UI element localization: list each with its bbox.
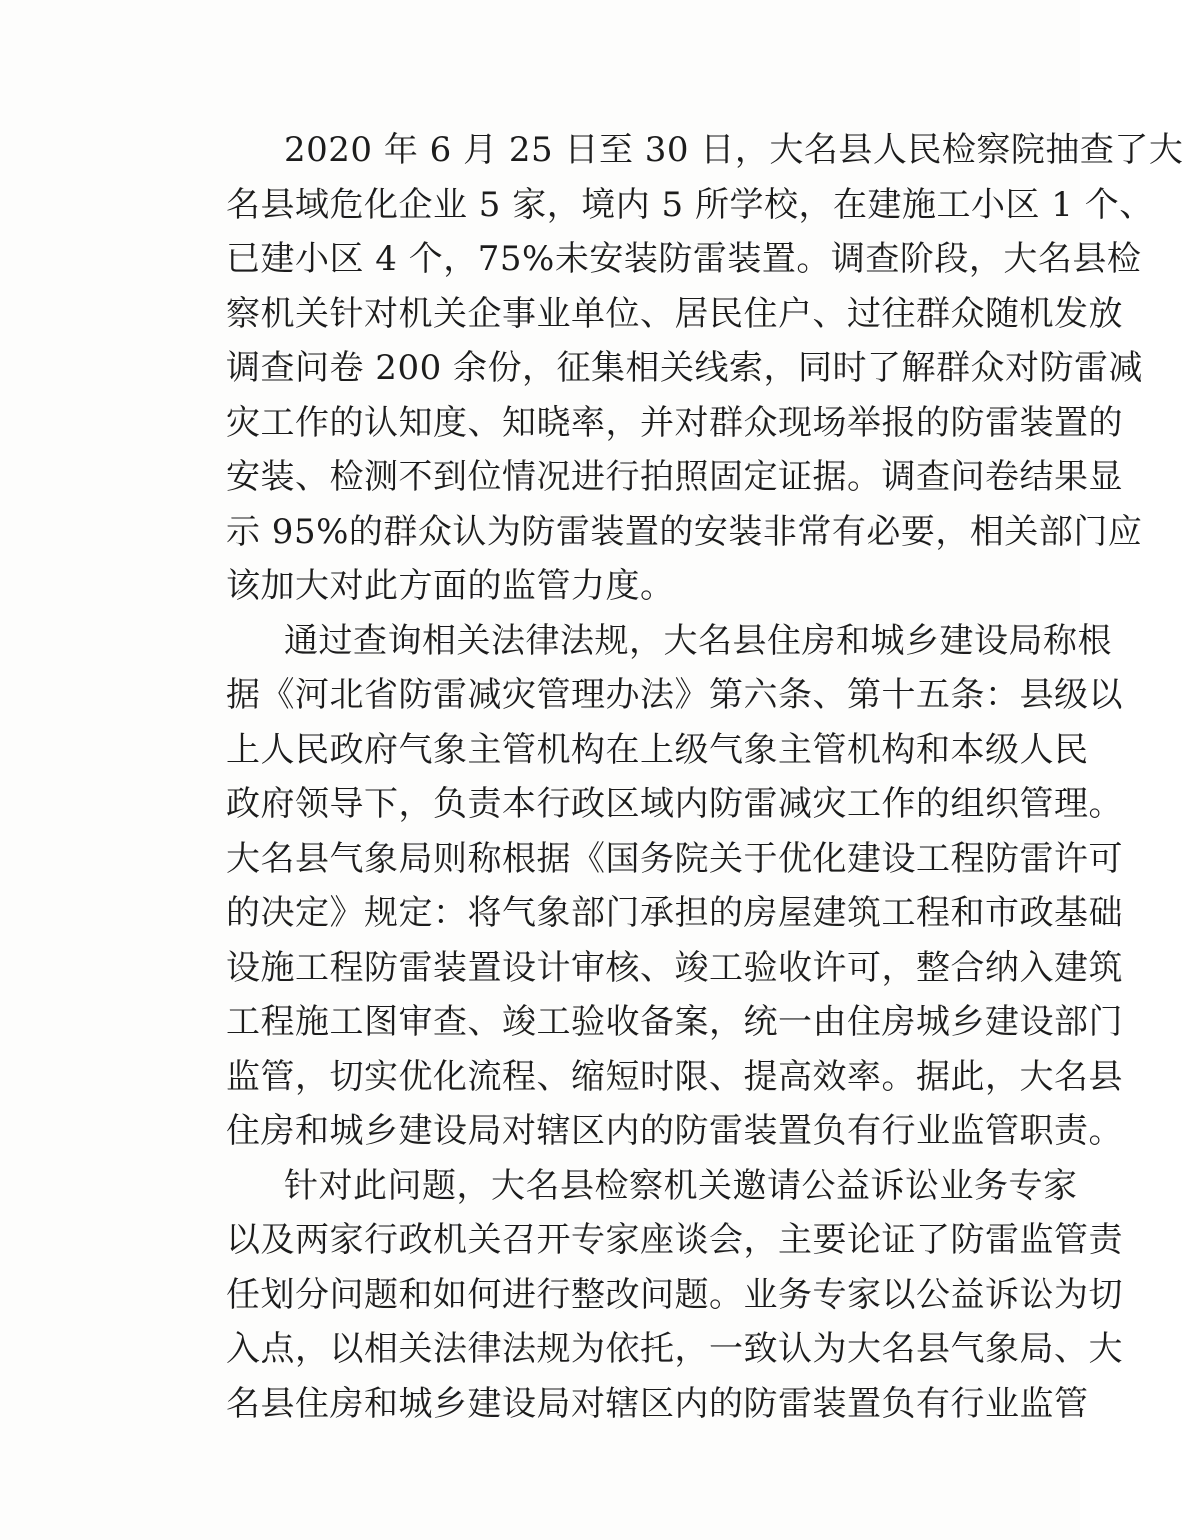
text-line: 政府领导下，负责本行政区域内防雷减灾工作的组织管理。 — [226, 784, 1123, 824]
text-line: 的决定》规定：将气象部门承担的房屋建筑工程和市政基础 — [226, 893, 1123, 933]
text-line: 工程施工图审查、竣工验收备案，统一由住房城乡建设部门 — [226, 1002, 1123, 1042]
text-line: 针对此问题，大名县检察机关邀请公益诉讼业务专家 — [284, 1165, 1078, 1206]
text-line: 住房和城乡建设局对辖区内的防雷装置负有行业监管职责。 — [226, 1111, 1123, 1151]
text-line: 安装、检测不到位情况进行拍照固定证据。调查问卷结果显 — [226, 457, 1123, 497]
text-line: 名县域危化企业 5 家，境内 5 所学校，在建施工小区 1 个、 — [226, 184, 1154, 225]
text-line: 该加大对此方面的监管力度。 — [226, 566, 675, 606]
paragraph-3 — [158, 1159, 1123, 1432]
paragraph-1 — [158, 123, 1183, 614]
text-line: 大名县气象局则称根据《国务院关于优化建设工程防雷许可 — [226, 838, 1123, 879]
text-line: 2020 年 6 月 25 日至 30 日，大名县人民检察院抽查了大 — [284, 130, 1183, 170]
text-line: 监管，切实优化流程、缩短时限、提高效率。据此，大名县 — [226, 1056, 1123, 1097]
text-line: 入点，以相关法律法规为依托，一致认为大名县气象局、大 — [226, 1329, 1123, 1369]
text-line: 通过查询相关法律法规，大名县住房和城乡建设局称根 — [284, 620, 1112, 661]
text-line: 以及两家行政机关召开专家座谈会，主要论证了防雷监管责 — [226, 1220, 1123, 1260]
text-line: 名县住房和城乡建设局对辖区内的防雷装置负有行业监管 — [226, 1383, 1089, 1424]
text-line: 上人民政府气象主管机构在上级气象主管机构和本级人民 — [226, 729, 1089, 770]
text-line: 据《河北省防雷减灾管理办法》第六条、第十五条：县级以 — [226, 675, 1123, 715]
text-line: 示 95%的群众认为防雷装置的安装非常有必要，相关部门应 — [226, 511, 1143, 552]
document-body — [158, 123, 1183, 1431]
text-line: 调查问卷 200 余份，征集相关线索，同时了解群众对防雷减 — [226, 348, 1144, 388]
paragraph-2 — [158, 614, 1123, 1159]
text-line: 设施工程防雷装置设计审核、竣工验收许可，整合纳入建筑 — [226, 947, 1123, 988]
text-line: 察机关针对机关企事业单位、居民住户、过往群众随机发放 — [226, 293, 1123, 334]
text-line: 灾工作的认知度、知晓率，并对群众现场举报的防雷装置的 — [226, 402, 1123, 443]
text-line: 任划分问题和如何进行整改问题。业务专家以公益诉讼为切 — [226, 1274, 1123, 1315]
text-line: 已建小区 4 个，75%未安装防雷装置。调查阶段，大名县检 — [226, 239, 1142, 279]
